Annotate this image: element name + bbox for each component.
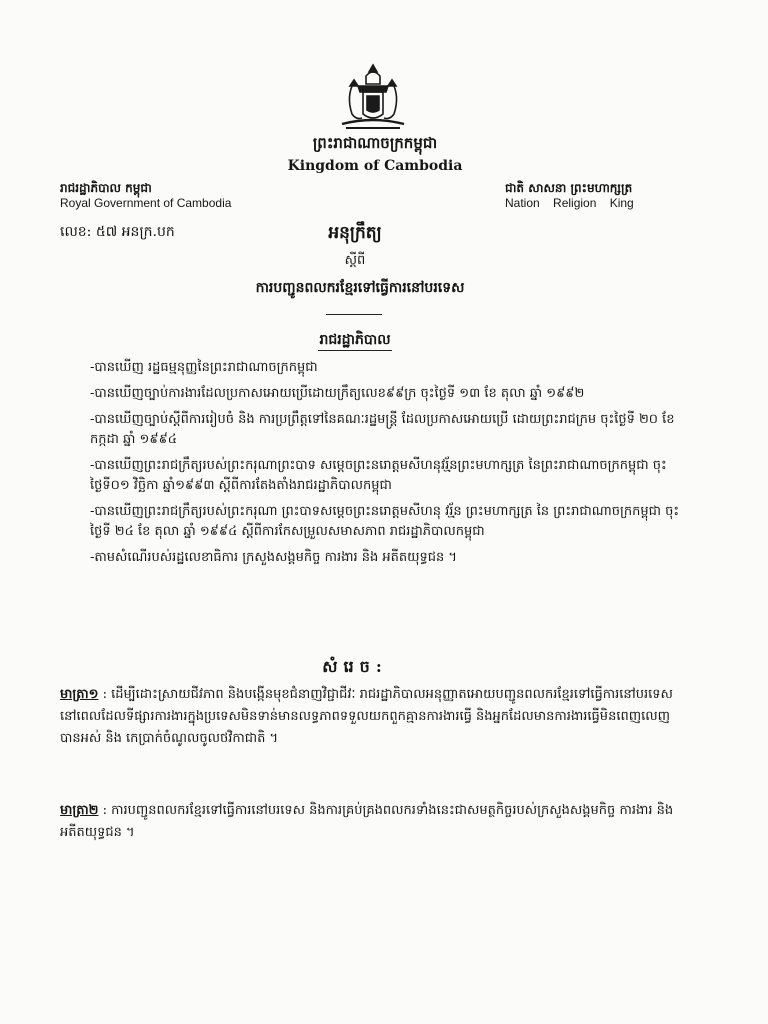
royal-coat-of-arms-icon: [336, 62, 410, 132]
article-2: [60, 800, 690, 844]
decree-on-label: ស្តីពី: [344, 253, 366, 268]
article-1: [60, 684, 690, 750]
article-text: : ការបញ្ជូនពលករខ្មែរទៅធ្វើការនៅបរទេស និងការគ្រប់គ្រងពលករទាំងនេះជាសមត្ថកិច្ចរបស់ក្រសួងសង្គមកិច្ច ការងារ និង អតីតយុទ្ធជន ។: [60, 803, 674, 840]
article-text: : ដើម្បីដោះស្រាយជីវភាព និងបង្កើនមុខជំនាញវិជ្ជាជីវៈ រាជរដ្ឋាភិបាលអនុញ្ញាតអោយបញ្ជូនពលករខ្មែរទៅធ្វើការនៅបរទេស នៅពេលដែលទីផ្សារការងារក្នុងប្រទេសមិនទាន់មានលទ្ធភាពទទួលយកពួកគ្មានការងារធ្វើ និងអ្នកដែលមានការងារធ្វើមិនពេញលេញបានអស់ និង កេប្រាក់ចំណូលចូលថវិកាជាតិ ។: [60, 687, 673, 746]
decree-subject: ការបញ្ជូនពលករខ្មែរទៅធ្វើការនៅបរទេស: [255, 280, 465, 296]
decree-heading: អនុក្រឹត្យ: [328, 223, 382, 243]
preamble-divider: [318, 350, 392, 351]
kingdom-title-khmer: ព្រះរាជាណាចក្រកម្ពុជា: [312, 134, 438, 152]
preamble-list: [90, 358, 690, 574]
preamble-heading: រាជរដ្ឋាភិបាល: [319, 332, 391, 348]
motto-english: Nation Religion King: [505, 196, 634, 210]
preamble-item: -បានឃើញ រដ្ឋធម្មនុញ្ញនៃព្រះរាជាណាចក្រកម្ពុជា: [90, 360, 318, 375]
preamble-item: -បានឃើញព្រះរាជក្រឹត្យរបស់ព្រះករុណាព្រះបាទ សម្តេចព្រះនរោត្តមសីហនុវរ្ម័នព្រះមហាក្សត្រ នៃព្រះរាជាណាចក្រកម្ពុជា ចុះថ្ងៃទី០១ វិច្ឆិកា ឆ្នាំ១៩៩៣ ស្តីពីការតែងតាំងរាជរដ្ឋាភិបាលកម្ពុជា: [90, 458, 667, 493]
preamble-item: -បានឃើញព្រះរាជក្រឹត្យរបស់ព្រះករុណា ព្រះបាទសម្តេចព្រះនរោត្តមសីហនុ វរ្ម័ន ព្រះមហាក្សត្រ នៃ ព្រះរាជាណាចក្រកម្ពុជា ចុះថ្ងៃទី ២៤ ខែ តុលា ឆ្នាំ ១៩៩៤ ស្តីពីការកែសម្រួលសមាសភាព រាជរដ្ឋាភិបាលកម្ពុជា: [90, 504, 680, 539]
kingdom-title-english: Kingdom of Cambodia: [287, 158, 463, 174]
motto-khmer: ជាតិ សាសនា ព្រះមហាក្សត្រ: [505, 181, 633, 195]
government-label-khmer: រាជរដ្ឋាភិបាល កម្ពុជា: [60, 181, 152, 195]
article-label: មាត្រា១: [60, 687, 99, 702]
document-number: លេខ: ៥៧ អនក្រ.បក: [60, 224, 175, 240]
article-label: មាត្រា២: [60, 803, 99, 818]
preamble-item: -បានឃើញច្បាប់ការងារដែលប្រកាសអោយប្រើដោយក្រឹត្យលេខ៩៩ក្រ ចុះថ្ងៃទី ១៣ ខែ តុលា ឆ្នាំ ១៩៩២: [90, 386, 585, 401]
preamble-item: -តាមសំណើរបស់រដ្ឋលេខាធិការ ក្រសួងសង្គមកិច្ច ការងារ និង អតីតយុទ្ធជន ។: [90, 550, 457, 565]
government-label-english: Royal Government of Cambodia: [60, 196, 232, 210]
title-divider: [326, 314, 382, 315]
decision-heading: សំរេច:: [322, 657, 388, 676]
preamble-item: -បានឃើញច្បាប់ស្តីពីការរៀបចំ និង ការប្រព្រឹត្តទៅនៃគណៈរដ្ឋមន្ត្រី ដែលប្រកាសអោយប្រើ ដោយព្រះរាជក្រម ចុះថ្ងៃទី ២០ ខែ កក្កដា ឆ្នាំ ១៩៩៤: [90, 412, 675, 447]
